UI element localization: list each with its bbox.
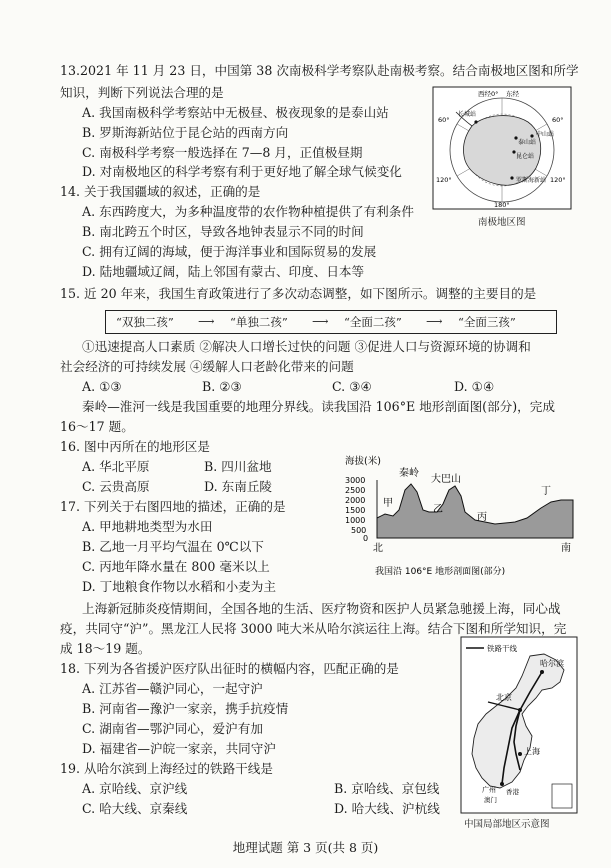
q19-stem: 19. 从哈尔滨到上海经过的铁路干线是 (60, 761, 273, 776)
label-shanghai: 上海 (524, 747, 540, 756)
q14-option-b[interactable]: B. 南北跨五个时区，导致各地钟表显示不同的时间 (82, 224, 364, 239)
q18-option-a[interactable]: A. 江苏省—赣沪同心，一起守沪 (82, 681, 263, 696)
map-label-west: 西经0° (478, 90, 499, 98)
profile-tick-500: 500 (351, 526, 367, 535)
q14-option-c[interactable]: C. 拥有辽阔的海域，便于海洋事业和国际贸易的发展 (82, 244, 377, 259)
map-label-180: 180° (494, 201, 510, 209)
label-guangzhou: 广州 (482, 786, 496, 794)
q13-stem-line2: 知识，判断下列说法合理的是 (60, 85, 224, 100)
intro18-line2: 疫，共同守“沪”。黑龙江人民将 3000 吨大米从哈尔滨运往上海。结合下图和所学知识，完 (60, 621, 567, 636)
q18-option-d[interactable]: D. 福建省—沪皖一家亲，共同守沪 (82, 741, 276, 756)
policy-flow-box (105, 310, 557, 334)
page-footer: 地理试题 第 3 页(共 8 页) (232, 840, 379, 855)
label-jia: 甲 (383, 498, 393, 509)
changcheng-station-marker (474, 120, 477, 123)
intro18-line1: 上海新冠肺炎疫情期间，全国各地的生活、医疗物资和医护人员紧急驰援上海，同心战 (82, 601, 561, 616)
q18-stem: 18. 下列为各省援沪医疗队出征时的横幅内容，匹配正确的是 (60, 661, 399, 676)
intro16-line1: 秦岭—淮河一线是我国重要的地理分界线。读我国沿 106°E 地形剖面图(部分)，完成 (82, 399, 555, 414)
profile-tick-1500: 1500 (345, 506, 366, 515)
map-label-r120: 120° (550, 176, 566, 184)
map-label-r60: 60° (552, 116, 564, 124)
antarctic-map-caption: 南极地区图 (478, 217, 526, 228)
profile-tick-3000: 3000 (345, 476, 366, 485)
q15-items-line2: 社会经济的可持续发展 ④缓解人口老龄化带来的问题 (60, 359, 354, 374)
rossea-station-marker (510, 176, 513, 179)
map-label-changcheng: 长城站 (458, 111, 477, 118)
map-label-kunlun: 昆仑站 (516, 153, 535, 160)
intro16-line2: 16～17 题。 (60, 419, 134, 434)
q16-option-c[interactable]: C. 云贵高原 (82, 479, 150, 494)
china-rail-map (460, 636, 578, 814)
profile-tick-2500: 2500 (345, 486, 366, 495)
q19-option-b[interactable]: B. 京哈线、京包线 (334, 781, 440, 796)
terrain-profile (345, 450, 580, 600)
policy-3: “全面二孩” (344, 315, 402, 329)
intro18-line3: 成 18～19 题。 (60, 641, 151, 656)
legend-rail-text: 铁路干线 (487, 644, 517, 653)
map-label-taishan: 泰山站 (518, 139, 537, 146)
label-harbin: 哈尔滨 (540, 659, 564, 668)
label-hongkong: 香港 (506, 788, 519, 796)
profile-tick-1000: 1000 (345, 516, 366, 525)
q15-option-c[interactable]: C. ③④ (332, 379, 372, 394)
label-ding: 丁 (541, 486, 551, 497)
q13-option-a[interactable]: A. 我国南极科学考察站中无极昼、极夜现象的是泰山站 (82, 105, 389, 120)
policy-1: “双独二孩” (116, 315, 174, 329)
q17-stem: 17. 下列关于右图四地的描述，正确的是 (60, 499, 286, 514)
label-qinling: 秦岭 (399, 468, 419, 479)
policy-2: “单独二孩” (230, 315, 288, 329)
label-south: 南 (561, 543, 571, 554)
q19-option-c[interactable]: C. 哈大线、京秦线 (82, 801, 188, 816)
policy-arrow-2: ⟶ (312, 314, 329, 328)
beijing-marker (518, 708, 522, 712)
q18-option-b[interactable]: B. 河南省—豫沪一家亲，携手抗疫情 (82, 701, 289, 716)
profile-ylabel: 海拔(米) (345, 456, 381, 467)
profile-tick-2000: 2000 (345, 496, 366, 505)
harbin-marker (540, 670, 544, 674)
q17-option-d[interactable]: D. 丁地粮食作物以水稻和小麦为主 (82, 579, 276, 594)
q19-option-a[interactable]: A. 京哈线、京沪线 (82, 781, 188, 796)
q15-option-b[interactable]: B. ②③ (202, 379, 242, 394)
label-yi: 乙 (433, 504, 443, 515)
q17-option-a[interactable]: A. 甲地耕地类型为水田 (82, 519, 213, 534)
q14-option-a[interactable]: A. 东西跨度大，为多种温度带的农作物种植提供了有利条件 (82, 204, 414, 219)
q13-option-b[interactable]: B. 罗斯海新站位于昆仑站的西南方向 (82, 125, 289, 140)
q15-stem: 15. 近 20 年来，我国生育政策进行了多次动态调整，如下图所示。调整的主要目的是 (60, 286, 537, 301)
q15-option-a[interactable]: A. ①③ (82, 379, 122, 394)
map-label-zhongshan: 中山站 (536, 131, 555, 138)
zhongshan-station-marker (530, 134, 533, 137)
map-label-rossea: 罗斯海新站 (516, 177, 547, 184)
label-dabashan: 大巴山 (431, 474, 461, 485)
label-beijing: 北京 (496, 693, 512, 702)
policy-arrow-3: ⟶ (426, 314, 443, 328)
q16-option-d[interactable]: D. 东南丘陵 (204, 479, 273, 494)
q14-stem: 14. 关于我国疆域的叙述，正确的是 (60, 184, 261, 199)
q13-stem-line1: 13.2021 年 11 月 23 日，中国第 38 次南极科学考察队赴南极考察。结合南极地区图和所学 (60, 63, 579, 78)
label-macau: 澳门 (484, 796, 497, 804)
map-label-l60: 60° (438, 116, 450, 124)
guangzhou-marker (500, 782, 504, 786)
q16-option-b[interactable]: B. 四川盆地 (204, 459, 272, 474)
label-bing: 丙 (477, 512, 487, 523)
q17-option-b[interactable]: B. 乙地一月平均气温在 0℃以下 (82, 539, 264, 554)
shanghai-marker (518, 752, 522, 756)
label-north: 北 (373, 543, 383, 554)
q16-stem: 16. 图中丙所在的地形区是 (60, 439, 210, 454)
q16-option-a[interactable]: A. 华北平原 (82, 459, 150, 474)
q18-option-c[interactable]: C. 湖南省—鄂沪同心，爱沪有加 (82, 721, 263, 736)
map-label-east: 东经 (506, 90, 519, 98)
profile-tick-0: 0 (363, 534, 369, 543)
q13-option-c[interactable]: C. 南极科学考察一般选择在 7—8 月，正值极昼期 (82, 145, 363, 160)
policy-arrow-1: ⟶ (198, 314, 215, 328)
antarctic-map (432, 86, 572, 210)
q17-option-c[interactable]: C. 丙地年降水量在 800 毫米以上 (82, 559, 270, 574)
map-label-l120: 120° (436, 176, 452, 184)
profile-caption: 我国沿 106°E 地形剖面图(部分) (375, 567, 506, 577)
q15-option-d[interactable]: D. ①④ (454, 379, 495, 394)
q13-option-d[interactable]: D. 对南极地区的科学考察有利于更好地了解全球气候变化 (82, 164, 402, 179)
q19-option-d[interactable]: D. 哈大线、沪杭线 (334, 801, 440, 816)
q15-items-line1: ①迅速提高人口素质 ②解决人口增长过快的问题 ③促进人口与资源环境的协调和 (82, 339, 531, 354)
policy-4: “全面三孩” (458, 315, 516, 329)
q14-option-d[interactable]: D. 陆地疆域辽阔，陆上邻国有蒙古、印度、日本等 (82, 264, 365, 279)
china-map-caption: 中国局部地区示意图 (464, 819, 550, 830)
